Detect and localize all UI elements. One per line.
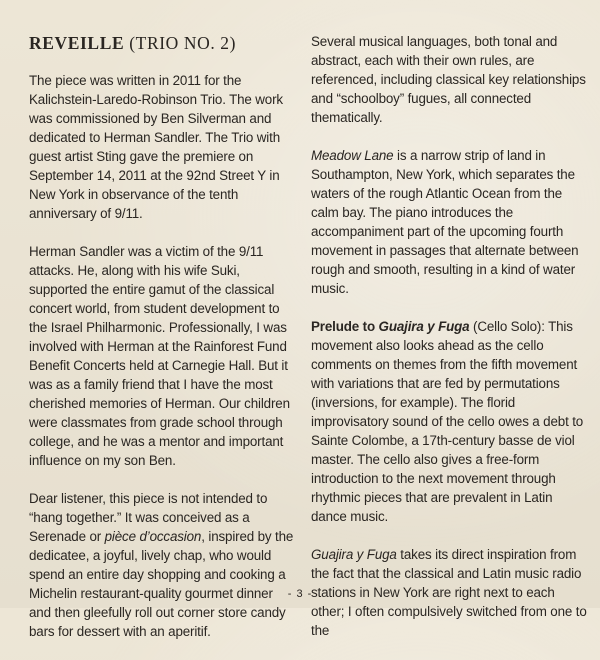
right-p4-italic: Guajira y Fuga <box>311 547 397 562</box>
right-p2-italic: Meadow Lane <box>311 148 394 163</box>
left-paragraph-2: Herman Sandler was a victim of the 9/11 attacks. He, along with his wife Suki, supported the entire gamut of the classical concert world, from student development to the Israel Philharmonic. Professionally, I was involved with Herman at the Rainforest Fund Benefit Concerts held at Carnegie Hall. But it was as a family friend that I have the most cherished memories of Herman. Our children were classmates from grade school through college, and he was a mentor and important influence on my son Ben. <box>29 244 290 468</box>
right-p2-text: is a narrow strip of land in Southampton, New York, which separates the waters of the rough Atlantic Ocean from the calm bay. The piano introduces the accompaniment part of the upcoming fourth movement in passages that alternate between rough and smooth, resulting in a kind of water music. <box>311 148 579 296</box>
section-title <box>29 33 295 53</box>
left-p3-text-a: Dear listener, this piece is not intended to “hang together.” It was conceived as a Serenade or <box>29 491 268 544</box>
right-p4-text: takes its direct inspiration from the fact that the classical and Latin music radio stations in New York are right next to each other; I often compulsively switched from one to the <box>311 547 587 638</box>
right-p3-bold-italic: Guajira y Fuga <box>378 319 470 334</box>
right-column <box>311 26 587 659</box>
left-paragraph-3 <box>29 489 295 641</box>
right-p3-text: (Cello Solo): This movement also looks ahead as the cello comments on themes from the fifth movement with variations that are fed by permutations (inversions, for example). The florid improvisatory sound of the cello owes a debt to Sainte Colombe, a 17th-century basse de viol master. The cello also gives a free-form introduction to the next movement through rhythmic pieces that are prevalent in Latin dance music. <box>311 319 584 524</box>
page-number: - 3 - <box>287 588 313 600</box>
right-p3-bold: Prelude to <box>311 319 379 334</box>
title-main: REVEILLE <box>29 33 125 53</box>
right-paragraph-2 <box>311 146 587 298</box>
left-paragraph-1: The piece was written in 2011 for the Kalichstein-Laredo-Robinson Trio. The work was commissioned by Ben Silverman and dedicated to Herman Sandler. The Trio with guest artist Sting gave the premiere on September 14, 2011 at the 92nd Street Y in New York in observance of the tenth anniversary of 9/11. <box>29 73 283 221</box>
left-p3-text-b: , inspired by the dedicatee, a joyful, lively chap, who would spend an entire day shopping and cooking a Michelin restaurant-quality gourmet dinner and then gleefully roll out corner store candy bars for dessert with an aperitif. <box>29 529 294 639</box>
right-paragraph-3 <box>311 317 587 526</box>
left-column <box>29 26 295 660</box>
right-paragraph-1: Several musical languages, both tonal and abstract, each with their own rules, are referenced, including classical key relationships and “schoolboy” fugues, all connected thematically. <box>311 34 586 125</box>
title-sub: (TRIO NO. 2) <box>129 33 237 53</box>
left-p3-italic: pièce d’occasion <box>104 529 202 544</box>
